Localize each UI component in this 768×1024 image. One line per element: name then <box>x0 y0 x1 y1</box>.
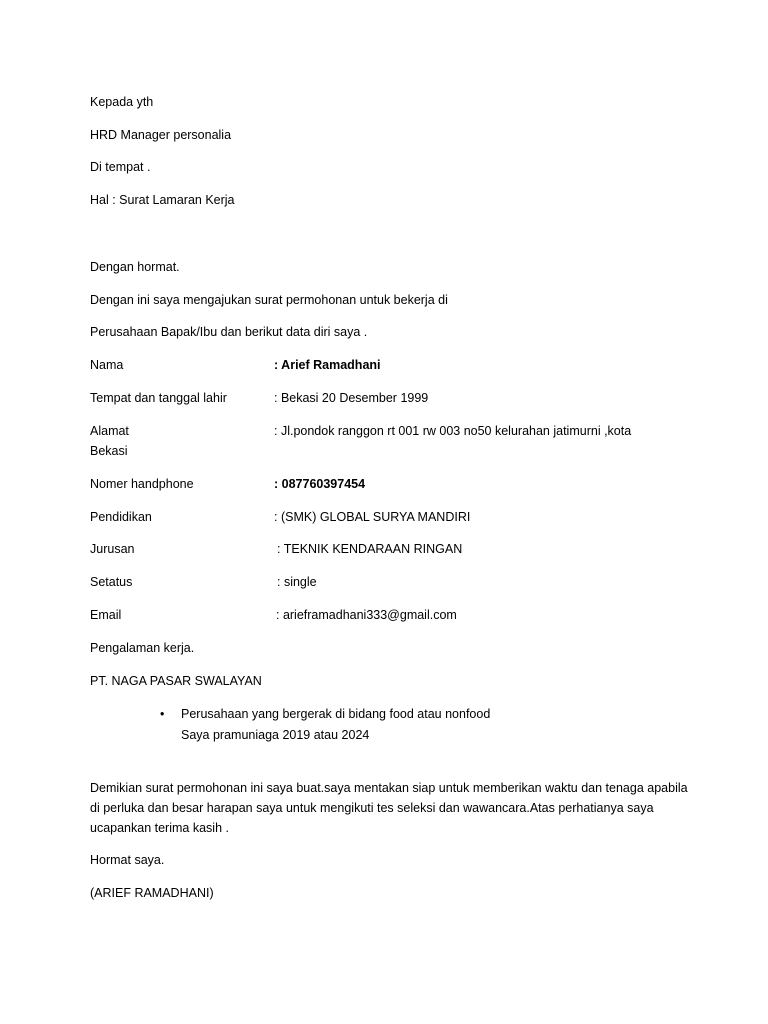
subject-line: Hal : Surat Lamaran Kerja <box>90 193 235 207</box>
greeting: Dengan hormat. <box>90 260 180 274</box>
status-label: Setatus <box>90 575 133 589</box>
status-value: : single <box>277 575 317 589</box>
experience-detail-2: Saya pramuniaga 2019 atau 2024 <box>181 728 370 742</box>
email-label: Email <box>90 608 122 622</box>
experience-heading: Pengalaman kerja. <box>90 641 195 655</box>
address-continuation: Bekasi <box>90 444 128 458</box>
intro-line-2: Perusahaan Bapak/Ibu dan berikut data diri saya . <box>90 325 368 339</box>
name-label: Nama <box>90 358 124 372</box>
major-value: : TEKNIK KENDARAAN RINGAN <box>277 542 463 556</box>
salutation-to: Kepada yth <box>90 95 154 109</box>
signature-name: (ARIEF RAMADHANI) <box>90 886 214 900</box>
signoff: Hormat saya. <box>90 853 165 867</box>
bullet-icon: • <box>160 707 165 721</box>
name-value: : Arief Ramadhani <box>274 358 381 372</box>
address-label: Alamat <box>90 424 129 438</box>
major-label: Jurusan <box>90 542 135 556</box>
education-label: Pendidikan <box>90 510 152 524</box>
birth-value: : Bekasi 20 Desember 1999 <box>274 391 429 405</box>
intro-line-1: Dengan ini saya mengajukan surat permohonan untuk bekerja di <box>90 293 448 307</box>
address-value: : Jl.pondok ranggon rt 001 rw 003 no50 kelurahan jatimurni ,kota <box>274 424 632 438</box>
experience-detail-1: Perusahaan yang bergerak di bidang food atau nonfood <box>181 707 491 721</box>
experience-company: PT. NAGA PASAR SWALAYAN <box>90 674 262 688</box>
place-line: Di tempat . <box>90 160 151 174</box>
recipient-line: HRD Manager personalia <box>90 128 232 142</box>
birth-label: Tempat dan tanggal lahir <box>90 391 227 405</box>
education-value: : (SMK) GLOBAL SURYA MANDIRI <box>274 510 471 524</box>
phone-label: Nomer handphone <box>90 477 194 491</box>
closing-paragraph: Demikian surat permohonan ini saya buat.saya mentakan siap untuk memberikan waktu dan tenaga apabila di perluka dan besar harapan saya untuk mengikuti tes seleksi dan wawancara.Atas perhatianya saya ucapankan terima kasih . <box>90 781 688 835</box>
phone-value: : 087760397454 <box>274 477 366 491</box>
email-value: : arieframadhani333@gmail.com <box>276 608 457 622</box>
